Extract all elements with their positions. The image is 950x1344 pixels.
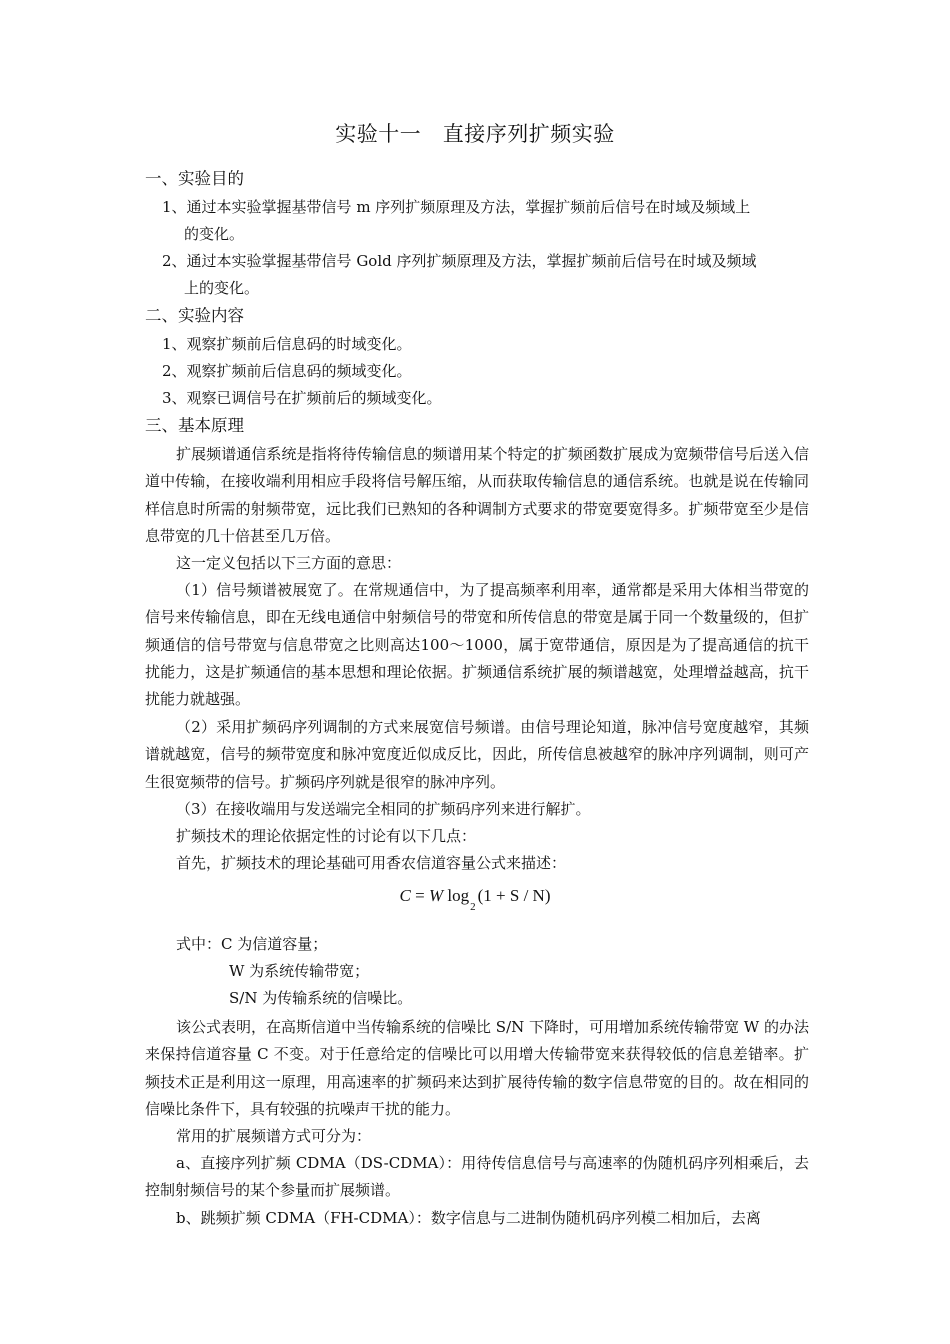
paragraph-theory: 扩频技术的理论依据定性的讨论有以下几点： <box>176 827 477 845</box>
where-capacity: 式中：C 为信道容量； <box>176 935 328 953</box>
shannon-formula <box>0 886 950 913</box>
paragraph-methods: 常用的扩展频谱方式可分为： <box>176 1127 372 1145</box>
content-item-1: 1、观察扩频前后信息码的时域变化。 <box>162 335 412 353</box>
page-title: 实验十一 直接序列扩频实验 <box>335 122 615 146</box>
formula-bandwidth: W <box>428 886 444 905</box>
paragraph-shannon: 首先，扩频技术的理论基础可用香农信道容量公式来描述： <box>176 854 567 872</box>
content-item-3: 3、观察已调信号在扩频前后的频域变化。 <box>162 389 442 407</box>
section-heading-contents: 二、实验内容 <box>145 306 244 325</box>
paragraph-formula-meaning: 该公式表明，在高斯信道中当传输系统的信噪比 S/N 下降时，可用增加系统传输带宽 W 的办法来保持信道容量 C 不变。对于任意给定的信噪比可以用增大传输带宽来获得较低的信息差错率。扩频技术正是利用这一原理，用高速率的扩频码来达到扩展待传输的数字信息带宽的目的。故在相同的信噪比条件下，具有较强的抗噪声干扰的能力。 <box>145 1018 809 1118</box>
content-item-2: 2、观察扩频前后信息码的频域变化。 <box>162 362 412 380</box>
item-text: 通过本实验掌握基带信号 m 序列扩频原理及方法，掌握扩频前后信号在时域及频域上 <box>186 198 751 216</box>
item-prefix: 2、 <box>162 252 187 270</box>
formula-log-base: 2 <box>470 901 476 913</box>
formula-argument: (1 + S / N) <box>477 886 551 905</box>
item-continuation: 的变化。 <box>184 225 245 243</box>
paragraph-ds-cdma: a、直接序列扩频 CDMA（DS-CDMA）：用待传信息信号与高速率的伪随机码序列相乘后，去控制射频信号的某个参量而扩展频谱。 <box>145 1154 809 1200</box>
objective-item-2 <box>162 248 812 302</box>
paragraph-definition: 这一定义包括以下三方面的意思： <box>176 554 402 572</box>
item-continuation: 上的变化。 <box>184 279 260 297</box>
where-snr: S/N 为传输系统的信噪比。 <box>229 989 413 1007</box>
paragraph-point-3: （3）在接收端用与发送端完全相同的扩频码序列来进行解扩。 <box>176 800 591 818</box>
section-heading-objectives: 一、实验目的 <box>145 169 244 188</box>
paragraph-point-2: （2）采用扩频码序列调制的方式来展宽信号频谱。由信号理论知道，脉冲信号宽度越窄，其频谱就越宽，信号的频带宽度和脉冲宽度近似成反比，因此，所传信息被越窄的脉冲序列调制，则可产生很宽频带的信号。扩频码序列就是很窄的脉冲序列。 <box>145 718 809 791</box>
formula-capacity: C <box>399 886 411 905</box>
item-text: 通过本实验掌握基带信号 Gold 序列扩频原理及方法，掌握扩频前后信号在时域及频域 <box>186 252 757 270</box>
paragraph-fh-cdma: b、跳频扩频 CDMA（FH-CDMA）：数字信息与二进制伪随机码序列模二相加后，去离 <box>176 1209 761 1227</box>
formula-log: log <box>447 886 470 905</box>
paragraph-intro: 扩展频谱通信系统是指将待传输信息的频谱用某个特定的扩频函数扩展成为宽频带信号后送入信道中传输，在接收端利用相应手段将信号解压缩，从而获取传输信息的通信系统。也就是说在传输同样信息时所需的射频带宽，远比我们已熟知的各种调制方式要求的带宽要宽得多。扩频带宽至少是信息带宽的几十倍甚至几万倍。 <box>145 445 809 545</box>
section-heading-principles: 三、基本原理 <box>145 416 244 435</box>
where-bandwidth: W 为系统传输带宽； <box>229 962 370 980</box>
paragraph-point-1: （1）信号频谱被展宽了。在常规通信中，为了提高频率利用率，通常都是采用大体相当带宽的信号来传输信息，即在无线电通信中射频信号的带宽和所传信息的带宽是属于同一个数量级的，但扩频通信的信号带宽与信息带宽之比则高达100～1000，属于宽带通信，原因是为了提高通信的抗干扰能力，这是扩频通信的基本思想和理论依据。扩频通信系统扩展的频谱越宽，处理增益越高，抗干扰能力就越强。 <box>145 581 809 709</box>
formula-equals: = <box>415 886 425 905</box>
objective-item-1 <box>162 194 812 248</box>
item-prefix: 1、 <box>162 198 187 216</box>
